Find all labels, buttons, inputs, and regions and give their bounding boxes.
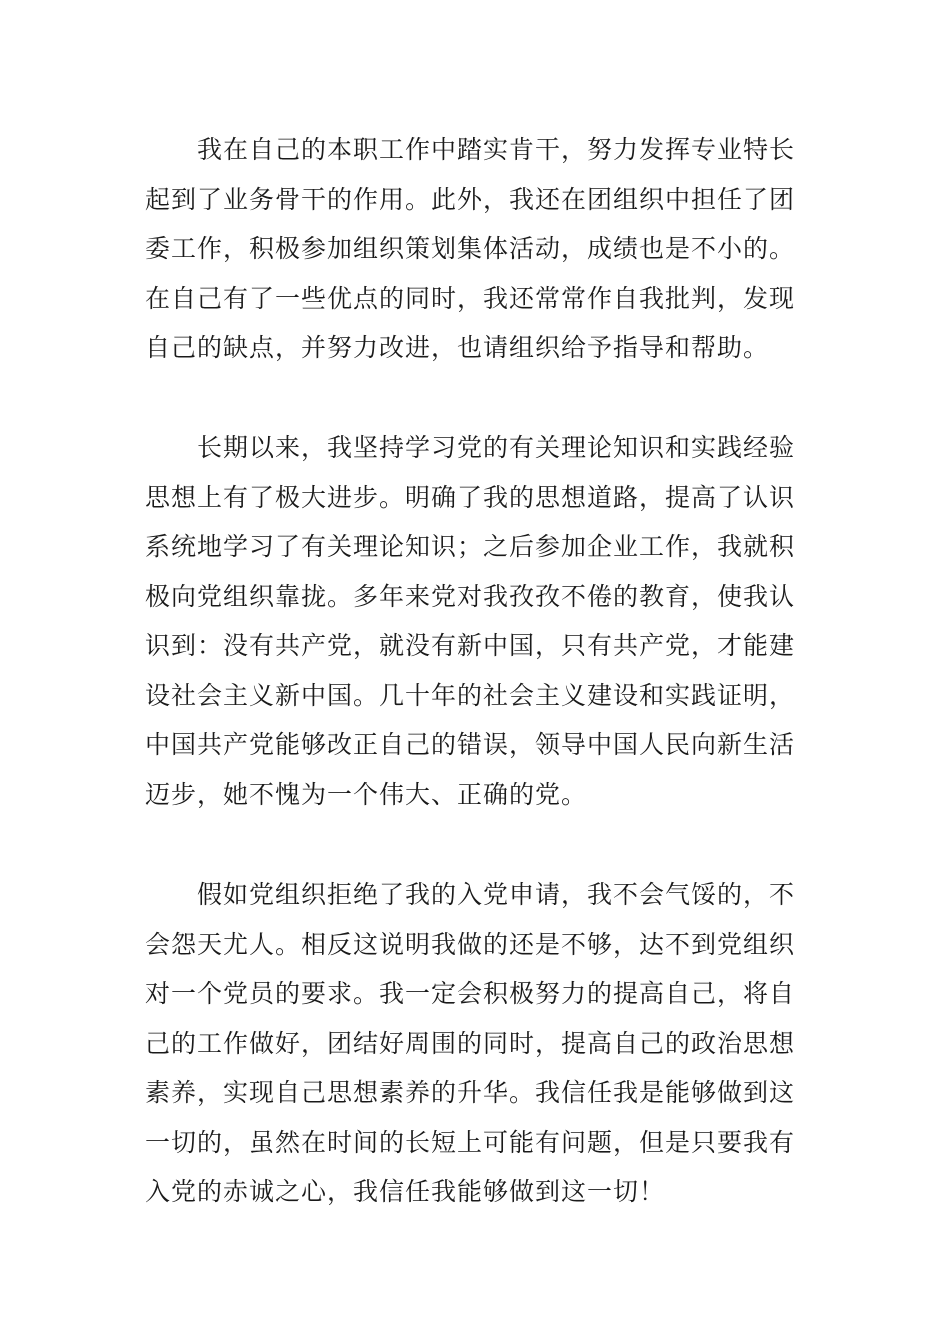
paragraph-line: 起到了业务骨干的作用。此外，我还在团组织中担任了团 [145, 184, 796, 214]
paragraph-line: 迈步，她不愧为一个伟大、正确的党。 [145, 779, 588, 809]
paragraph-line: 长期以来，我坚持学习党的有关理论知识和实践经验 [197, 433, 796, 462]
paragraph-line: 对一个党员的要求。我一定会积极努力的提高自己，将自 [145, 979, 796, 1008]
paragraph-line: 识到：没有共产党，就没有新中国，只有共产党，才能建 [145, 631, 796, 660]
paragraph-line: 我在自己的本职工作中踏实肯干，努力发挥专业特长 [197, 135, 796, 164]
paragraph-2 [145, 423, 810, 819]
paragraph-line: 中国共产党能够改正自己的错误，领导中国人民向新生活 [145, 730, 796, 759]
paragraph-3 [145, 870, 810, 1217]
paragraph-line: 假如党组织拒绝了我的入党申请，我不会气馁的，不 [197, 880, 796, 909]
paragraph-line: 入党的赤诚之心，我信任我能够做到这一切！ [145, 1177, 666, 1206]
paragraph-line: 素养，实现自己思想素养的升华。我信任我是能够做到这 [145, 1078, 796, 1107]
paragraph-line: 设社会主义新中国。几十年的社会主义建设和实践证明， [145, 680, 796, 710]
paragraph-line: 己的工作做好，团结好周围的同时，提高自己的政治思想 [145, 1028, 796, 1058]
paragraph-line: 一切的，虽然在时间的长短上可能有问题，但是只要我有 [145, 1127, 796, 1157]
paragraph-line: 会怨天尤人。相反这说明我做的还是不够，达不到党组织 [145, 929, 796, 959]
paragraph-1 [145, 125, 810, 373]
paragraph-line: 系统地学习了有关理论知识；之后参加企业工作，我就积 [145, 532, 796, 561]
paragraph-line: 委工作，积极参加组织策划集体活动，成绩也是不小的。 [145, 234, 796, 263]
paragraph-line: 在自己有了一些优点的同时，我还常常作自我批判，发现 [145, 283, 796, 313]
paragraph-line: 自己的缺点，并努力改进，也请组织给予指导和帮助。 [145, 333, 770, 362]
paragraph-line: 思想上有了极大进步。明确了我的思想道路，提高了认识 [145, 482, 796, 512]
paragraph-line: 极向党组织靠拢。多年来党对我孜孜不倦的教育，使我认 [145, 581, 796, 611]
